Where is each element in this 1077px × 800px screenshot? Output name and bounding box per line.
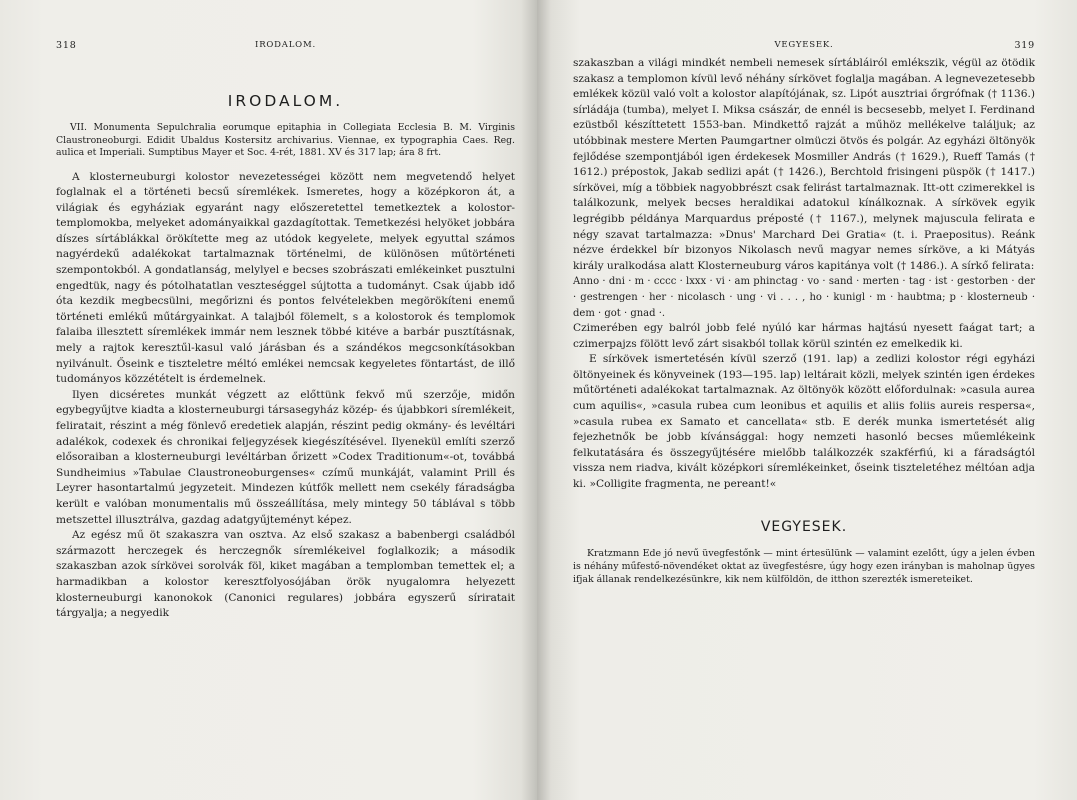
paragraph-2: Ilyen dicséretes munkát végzett az előttünk fekvő mű szerzője, midőn egybegyűjtve kiadta a klosterneuburgi társasegyház közép- és újabbkori síremlékeit, feliratait, részint a még fönlevő eredetiek alapján, részint pedig okmány- és levéltári adalékok, codexek és chronikai feljegyzések kiegészítésével. Ilyenekül említi szerző elősoraiban a klosterneuburgi levéltárban őrizett »Codex Traditionum«-ot, továbbá Sundheimius »Tabulae Claustroneoburgenses« czímű munkáját, valamint Prill és Leyrer hasontartalmú jegyzeteit. Mindezen kútfők mellett nem csekély fáradságba került e valóban monumentalis mű összeállítása, mely mintegy 50 táblával s több metszettel illusztrálva, gazdag adatgyűjteményt képez. [56, 388, 515, 526]
section-title-vegyesek: VEGYESEK. [760, 518, 848, 535]
left-page-number: 318 [56, 40, 77, 51]
paragraph-3: Az egész mű öt szakaszra van osztva. Az első szakasz a babenbergi családból származott herczegek és herczegnők síremlékeivel foglalkozik; a második szakaszban azok sírkövei sorolvák föl, kiket magában a templomban temettek el; a harmadikban a kolostor keresztfolyosójában örök nyugalomra helyezett klosterneuburgi kanonokok (Canonici regulares) jobbára egyszerű síriratait tárgyalja; a negyedik [56, 529, 515, 620]
paragraph-continued: szakaszban a világi mindkét nembeli nemesek sírtábláiról emlékszik, végül az ötödik szakasz a templomon kívül levő néhány sírkövet foglalja magában. A legnevezetesebb emlékek közül való volt a kolostor alapítójának, sz. Lipót ausztriai őrgrófnak († 1136.) sírládája (tumba), melyet I. Miksa császár, de ennél is becsesebb, melyet I. Ferdinand ezüstből készíttetett 1553-ban. Mindkettő rajzát a műhöz mellékelve találjuk; az utóbbinak mestere Merten Paumgartner olmüczi ötvös és polgár. Az egyházi öltönyök fejlődése szempontjából igen érdekesek Mosmiller András († 1629.), Rueff Tamás († 1612.) prépostok, Jakab sedlizi apát († 1426.), Berchtold frisingeni püspök († 1417.) sírkövei, míg a többiek nagyobbrészt csak felirást tartalmaznak. Itt-ott czimerekkel is találkozunk, melyek becses heraldikai adatokul kínálkoznak. A sírkövek egyik legrégibb példánya Marquardus préposté († 1167.), melynek majuscula felirata e négy szavat tartalmazza: »Dnus' Marchard Dei Gratia« (t. i. Praepositus). Reánk nézve érdekkel bír bizonyos Nikolasch nevű magyar nemes sírköve, a ki Mátyás király uralkodása alatt Klosterneuburg város kapitánya volt († 1486.). A sírkő felirata: [573, 57, 1035, 272]
paragraph-right-1: E sírkövek ismertetésén kívül szerző (191. lap) a zedlizi kolostor régi egyházi öltönyeinek és könyveinek (193—195. lap) leltárait közli, melyek szintén igen érdekes műtörténeti adalékokat tartalmaznak. Az öltönyök között előfordulnak: »casula aurea cum aquilis«, »casula rubea cum leonibus et aquilis et aliis foliis aureis respersa«, »casula rubea ex Samato et cancellata« stb. E derék munka ismertetését alig fejezhetnők be jobb kívánsággal: hogy nemzeti hasonló becses műemlékeink felkutatására és összegyűjtésére mielőbb találkozzék szakférfiú, ki a fáradságtól vissza nem riadva, kivált középkori síremlékeinket, őseink tiszteletéhez méltóan adja ki. »Colligite fragmenta, ne pereant!« [573, 353, 1035, 491]
right-running-head: VEGYESEK. [774, 40, 834, 50]
paragraph-after-inscription: Czimerében egy balról jobb felé nyúló kar hármas hajtású nyesett faágat tart; a czimerpajzs fölött levő zárt sisakból tollak körül szintén ez emelkedik ki. [573, 322, 1035, 350]
left-gutter-shadow [521, 0, 537, 800]
left-running-header [56, 40, 515, 56]
left-running-head: IRODALOM. [255, 40, 316, 50]
bibliographic-note: VII. Monumenta Sepulchralia eorumque epitaphia in Collegiata Ecclesia B. M. Virginis Claustroneoburgi. Edidit Ubaldus Kostersitz archivarius. Viennae, ex typographia Caes. Reg. aulica et Imperiali. Sumptibus Mayer et Soc. 4-rét, 1881. XV és 317 lap; ára 8 frt. [56, 122, 515, 158]
right-page-number: 319 [1014, 40, 1035, 51]
left-page [0, 0, 537, 800]
vegyesek-paragraph: Kratzmann Ede jó nevű üvegfestőnk — mint értesülünk — valamint ezelőtt, úgy a jelen évben is néhány műfestő-növendéket oktat az üvegfestésre, úgy hogy ezen irányban is maholnap ügyes ifjak állanak rendelkezésünkre, kik nem külföldön, de itthon szerezték ismereteiket. [573, 547, 1035, 585]
gothic-inscription: Anno · dni · m · cccc · lxxx · vi · am phinctag · vo · sand · merten · tag · ist · gestorben · der · gestrengen · her · nicolasch · ung · vi . . . , ho · kunigl · m · haubtma; p · klosterneub · dem · got · gnad ·. [573, 276, 1035, 319]
right-page [537, 0, 1077, 800]
right-running-header [573, 40, 1035, 56]
section-title-irodalom: IRODALOM. [227, 92, 344, 110]
right-gutter-shadow [537, 0, 551, 800]
paragraph-1: A klosterneuburgi kolostor nevezetességei között nem megvetendő helyet foglalnak el a történeti becsű síremlékek. Ismeretes, hogy a középkoron át, a világiak és egyháziak egyaránt nagy előszeretettel temetkeztek a kolostor-templomokba, melyeket adományaikkal gazdagítottak. Temetkezési helyöket jobbára díszes sírtáblákkal örökítette meg az utódok kegyelete, melyek egyuttal számos nagyérdekű adalékokat tartalmaznak történelmi, de különösen műtörténeti szempontokból. A gondatlanság, melylyel e becses szobrászati emlékeinket pusztulni engedtük, nagy és pótolhatatlan veszteséggel sújtotta a tudományt. Csak újabb idő óta kezdik megbecsülni, megőrizni és pontos felvételekben megörökíteni enemű történeti emlékű műtárgyainkat. A talajból fölemelt, s a kolostorok és templomok falaiba illesztett síremlékek immár nem lesznek többé kitéve a barbár pusztításnak, mely a rajtok keresztűl-kasul való járásban és a szándékos megcsonkításokban nyilvánult. Őseink e tiszteletre méltó emlékei nemcsak kegyeletes föntartást, de illő tudományos közzétételt is érdemelnek. [56, 170, 515, 386]
